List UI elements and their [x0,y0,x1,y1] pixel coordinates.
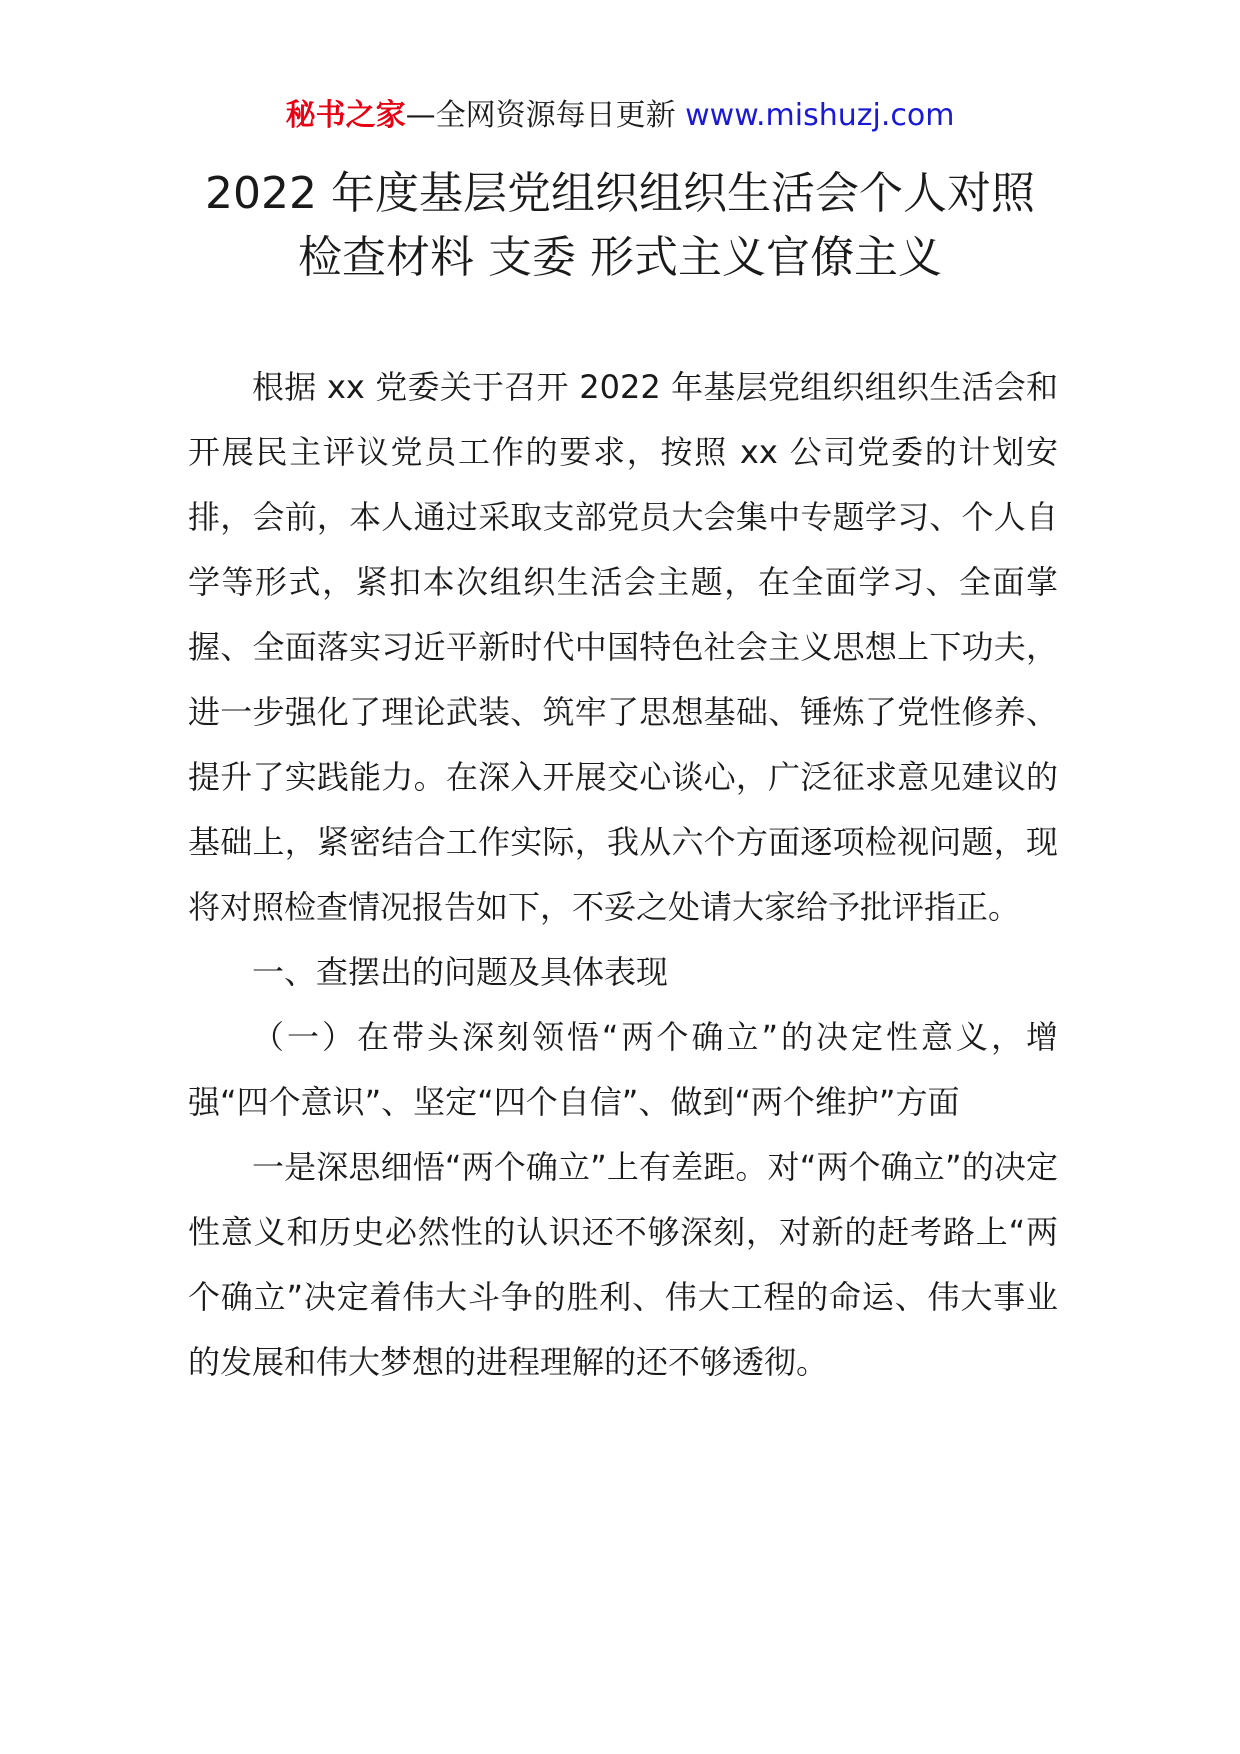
intro-paragraph: 根据 xx 党委关于召开 2022 年基层党组织组织生活会和开展民主评议党员工作的要求，按照 xx 公司党委的计划安排，会前，本人通过采取支部党员大会集中专题学习、个人自学等形式，紧扣本次组织生活会主题，在全面学习、全面掌握、全面落实习近平新时代中国特色社会主义思想上下功夫，进一步强化了理论武装、筑牢了思想基础、锤炼了党性修养、提升了实践能力。在深入开展交心谈心，广泛征求意见建议的基础上，紧密结合工作实际，我从六个方面逐项检视问题，现将对照检查情况报告如下，不妥之处请大家给予批评指正。 [188,368,1058,926]
document-title [0,162,1240,290]
site-header [0,96,1240,136]
point-paragraph-1: 一是深思细悟“两个确立”上有差距。对“两个确立”的决定性意义和历史必然性的认识还不够深刻，对新的赶考路上“两个确立”决定着伟大斗争的胜利、伟大工程的命运、伟大事业的发展和伟大梦想的进程理解的还不够透彻。 [188,1148,1058,1381]
document-body [188,355,1058,1395]
brand-name: 秘书之家 [285,98,406,133]
site-url-link[interactable]: www.mishuzj.com [685,98,955,133]
section-heading-1: 一、查摆出的问题及具体表现 [252,953,669,991]
header-tagline: —全网资源每日更新 [405,98,686,133]
title-line-1: 2022 年度基层党组织组织生活会个人对照 [205,168,1035,219]
title-line-2: 检查材料 支委 形式主义官僚主义 [298,232,942,283]
subsection-heading-1: （一）在带头深刻领悟“两个确立”的决定性意义，增强“四个意识”、坚定“四个自信”、做到“两个维护”方面 [188,1018,1058,1121]
